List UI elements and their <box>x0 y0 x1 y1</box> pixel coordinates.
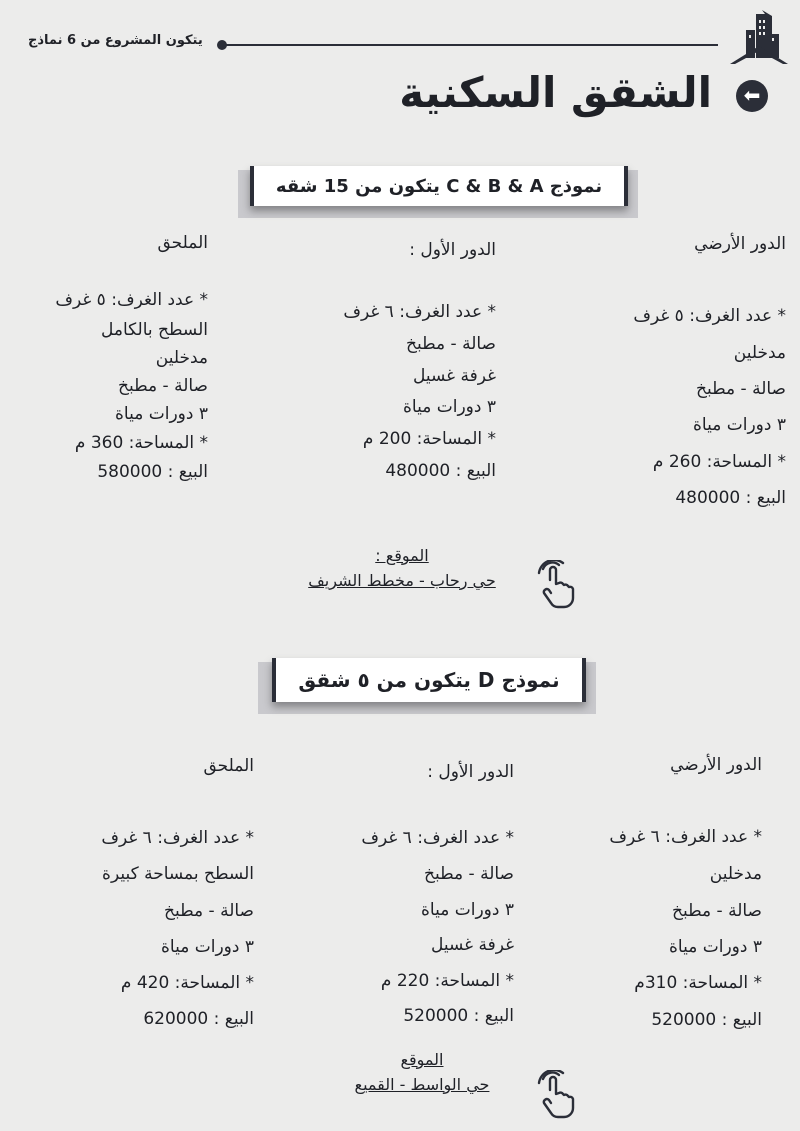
arrow-left-icon: ⬅ <box>743 83 761 107</box>
location-block <box>282 546 522 590</box>
spec-line: * عدد الغرف: ٥ غرف <box>633 306 786 326</box>
model-banner <box>250 166 628 206</box>
spec-line: * المساحة: 360 م <box>74 433 208 453</box>
spec-line: صالة - مطبخ <box>671 901 762 921</box>
spec-line: مدخلين <box>733 343 786 363</box>
floor-column <box>294 764 514 1024</box>
tap-hand-icon <box>536 1070 580 1120</box>
project-note: يتكون المشروع من 6 نماذج <box>28 33 203 48</box>
floor-heading: الملحق <box>203 756 254 776</box>
floor-column <box>542 757 762 1037</box>
floor-column <box>18 235 208 485</box>
spec-line: صالة - مطبخ <box>405 334 496 354</box>
spec-line: صالة - مطبخ <box>423 864 514 884</box>
spec-line: * عدد الغرف: ٥ غرف <box>55 290 208 310</box>
spec-line: البيع : 520000 <box>651 1010 762 1030</box>
spec-line: ٣ دورات مياة <box>161 937 254 957</box>
spec-line: ٣ دورات مياة <box>421 900 514 920</box>
spec-line: * المساحة: 200 م <box>362 429 496 449</box>
spec-line: * عدد الغرف: ٦ غرف <box>343 302 496 322</box>
spec-line: غرفة غسيل <box>431 935 514 955</box>
spec-line: * عدد الغرف: ٦ غرف <box>609 827 762 847</box>
building-logo-icon <box>728 8 790 72</box>
floor-column <box>566 236 786 516</box>
location-link[interactable]: حي رحاب - مخطط الشريف <box>308 571 496 590</box>
spec-line: * عدد الغرف: ٦ غرف <box>361 828 514 848</box>
location-block <box>312 1050 532 1094</box>
spec-line: غرفة غسيل <box>413 366 496 386</box>
spec-line: * المساحة: 220 م <box>380 971 514 991</box>
header-divider <box>222 44 718 46</box>
spec-line: ٣ دورات مياة <box>669 937 762 957</box>
spec-line: البيع : 520000 <box>403 1006 514 1026</box>
spec-line: ٣ دورات مياة <box>403 397 496 417</box>
floor-column <box>276 242 496 482</box>
spec-line: البيع : 620000 <box>143 1009 254 1029</box>
spec-line: السطح بالكامل <box>100 320 208 340</box>
floor-heading: الدور الأول : <box>427 762 514 782</box>
model-banner-text: نموذج C & B & A يتكون من 15 شقه <box>275 175 603 197</box>
spec-line: البيع : 480000 <box>675 488 786 508</box>
spec-line: ٣ دورات مياة <box>693 415 786 435</box>
floor-heading: الدور الأول : <box>409 240 496 260</box>
spec-line: البيع : 480000 <box>385 461 496 481</box>
floor-column <box>34 758 254 1038</box>
spec-line: صالة - مطبخ <box>163 901 254 921</box>
spec-line: مدخلين <box>709 864 762 884</box>
spec-line: * المساحة: 420 م <box>120 973 254 993</box>
floor-heading: الدور الأرضي <box>670 755 762 775</box>
model-banner <box>272 658 586 702</box>
tap-hand-icon <box>536 560 580 610</box>
spec-line: * عدد الغرف: ٦ غرف <box>101 828 254 848</box>
page-title: الشقق السكنية <box>399 68 712 117</box>
spec-line: ٣ دورات مياة <box>115 404 208 424</box>
header-divider-dot <box>217 40 227 50</box>
spec-line: البيع : 580000 <box>97 462 208 482</box>
spec-line: مدخلين <box>155 348 208 368</box>
floor-heading: الدور الأرضي <box>694 234 786 254</box>
model-banner-text: نموذج D يتكون من ٥ شقق <box>298 668 560 692</box>
spec-line: * المساحة: 260 م <box>652 452 786 472</box>
spec-line: * المساحة: 310م <box>634 973 762 993</box>
spec-line: السطح بمساحة كبيرة <box>102 864 254 884</box>
floor-heading: الملحق <box>157 233 208 253</box>
spec-line: صالة - مطبخ <box>695 379 786 399</box>
back-button[interactable] <box>736 80 768 112</box>
spec-line: صالة - مطبخ <box>117 376 208 396</box>
location-link[interactable]: حي الواسط - القميع <box>354 1075 490 1094</box>
location-label: الموقع : <box>375 546 429 565</box>
location-label: الموقع <box>400 1050 444 1069</box>
